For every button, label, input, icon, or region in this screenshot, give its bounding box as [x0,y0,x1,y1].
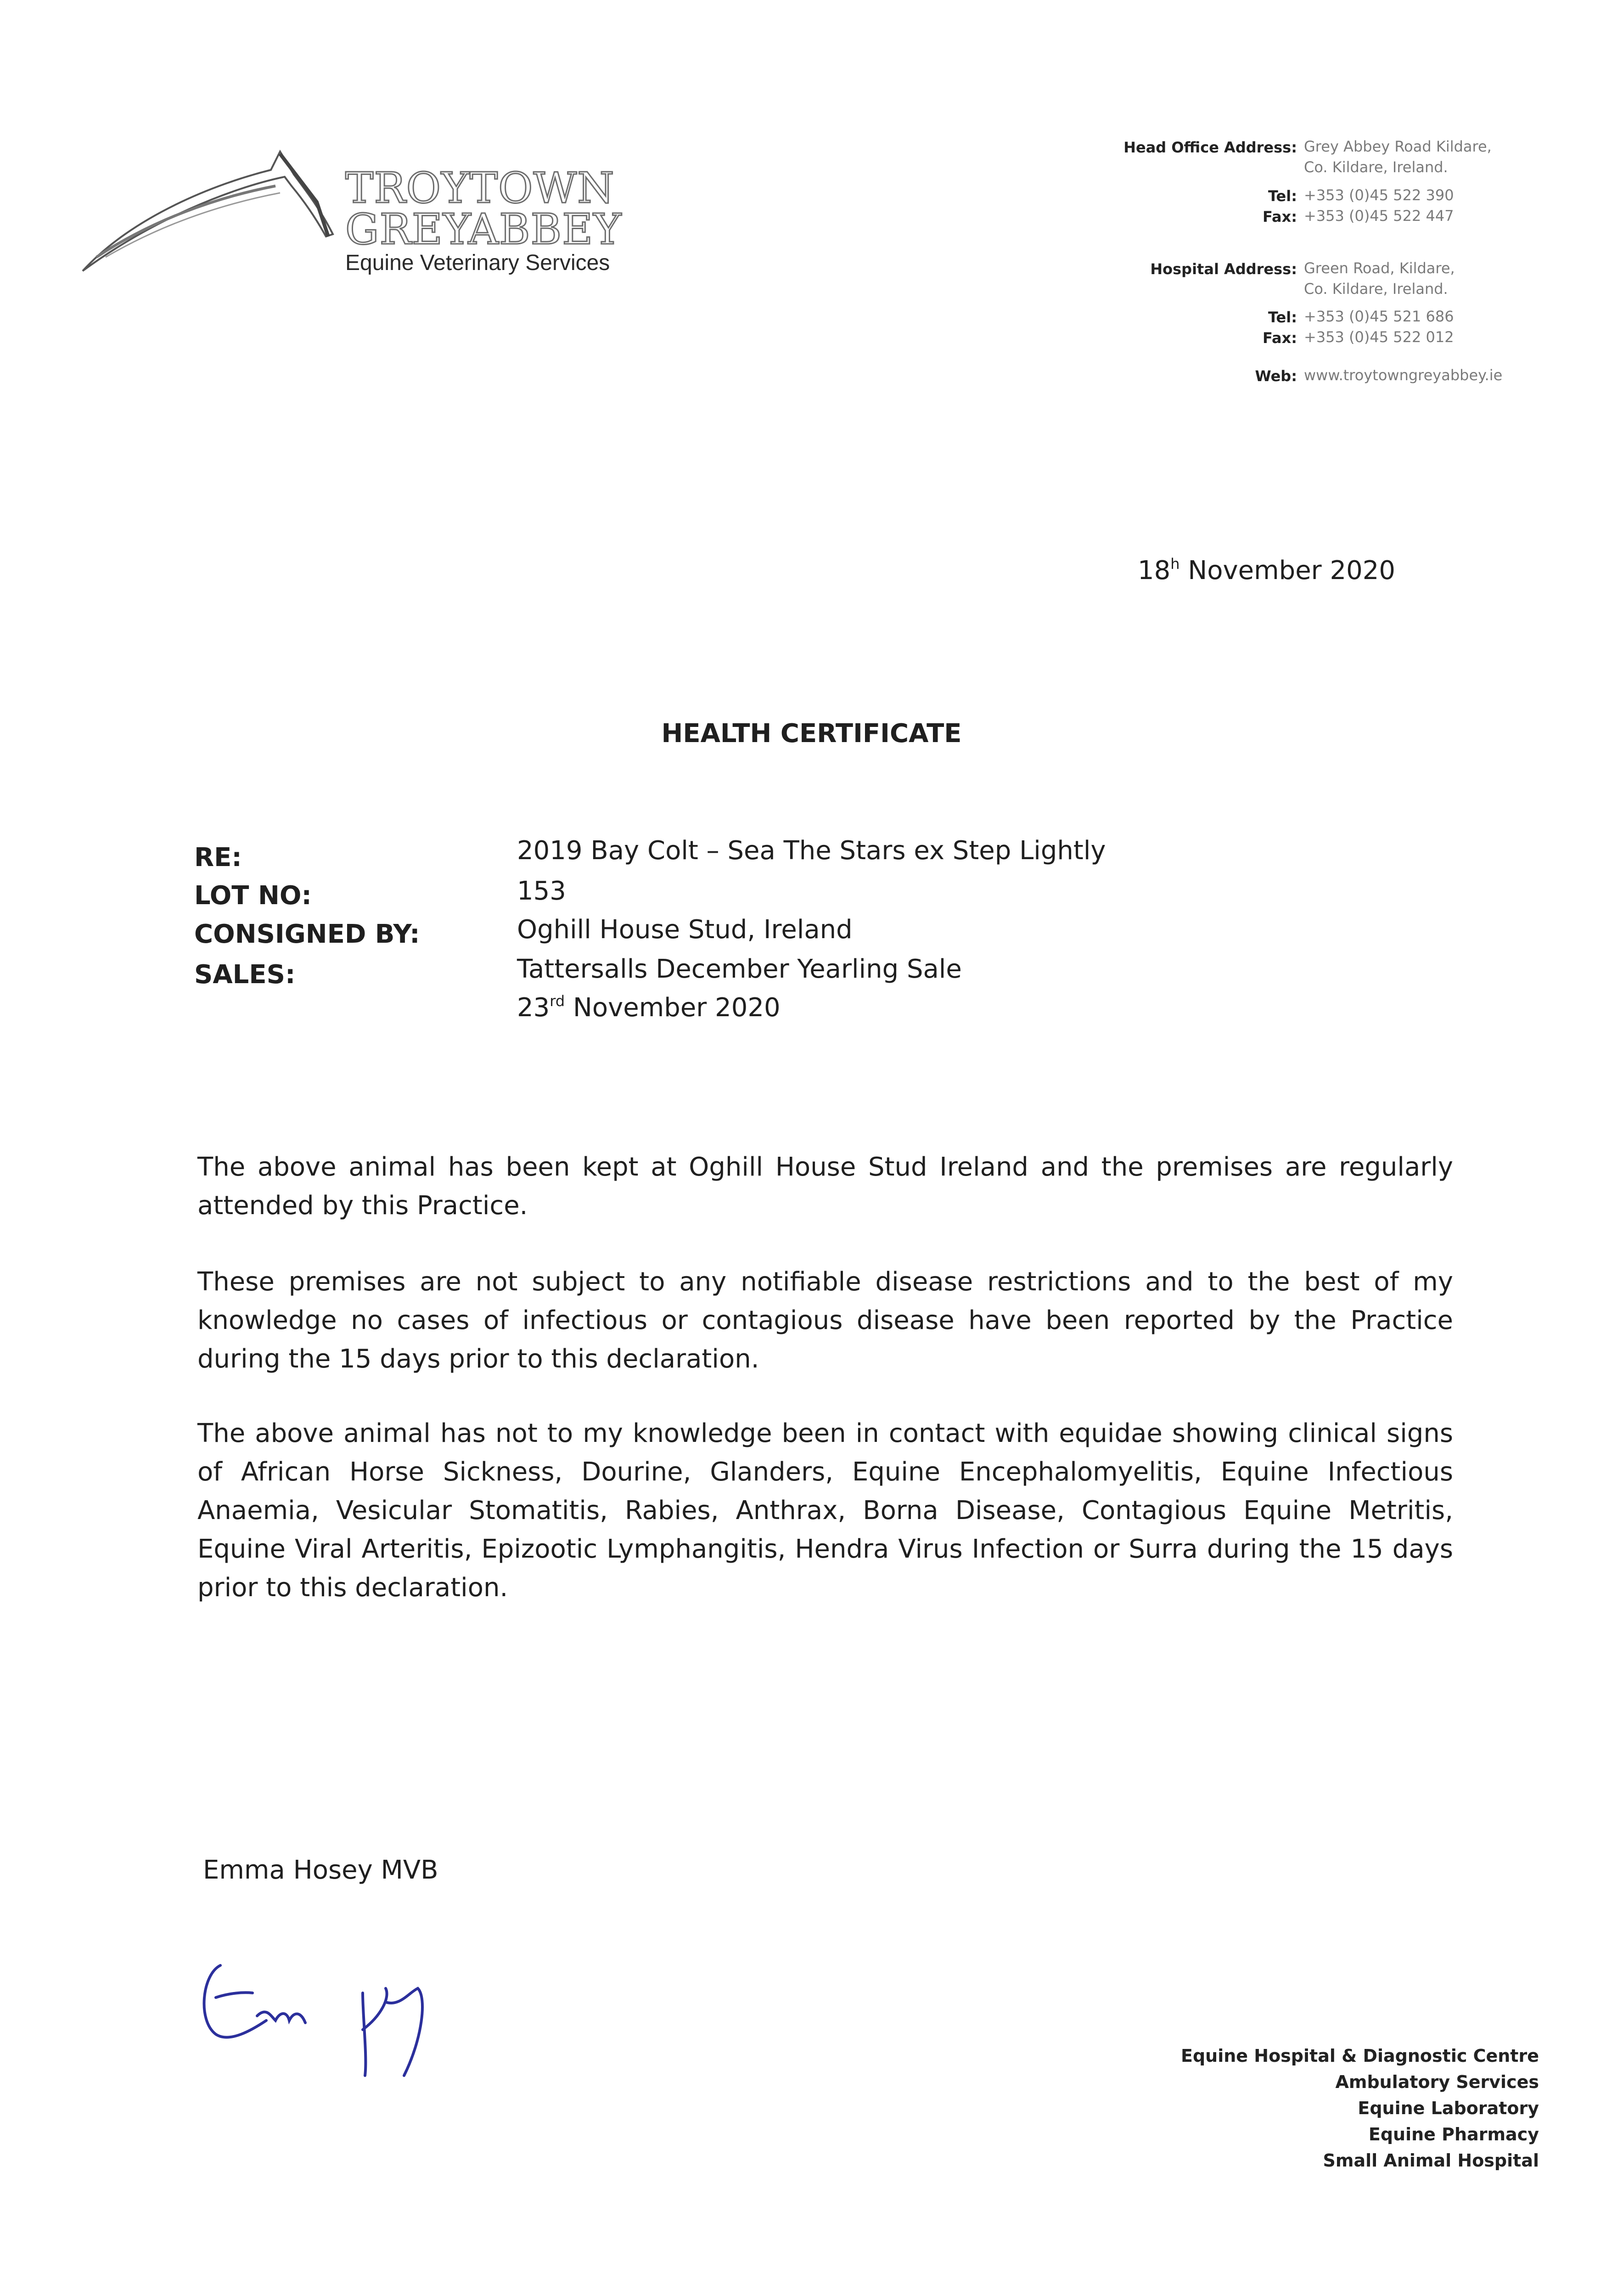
lot-label: LOT NO: [194,881,312,911]
hospital-tel-label: Tel: [1268,309,1297,326]
footer-service-pharmacy: Equine Pharmacy [1368,2124,1539,2144]
letter-date [1138,556,1395,585]
sale-date-day: 23 [517,993,550,1023]
sale-date-rest: November 2020 [565,993,781,1023]
date-rest: November 2020 [1179,556,1395,585]
consigned-value: Oghill House Stud, Ireland [517,915,853,945]
head-office-fax: +353 (0)45 522 447 [1304,207,1454,225]
footer-service-hospital: Equine Hospital & Diagnostic Centre [1180,2046,1539,2066]
hospital-tel: +353 (0)45 521 686 [1304,308,1454,325]
sale-date [517,993,781,1023]
web-address: www.troytowngreyabbey.ie [1304,366,1503,384]
re-label: RE: [194,843,242,872]
hospital-address-line2: Co. Kildare, Ireland. [1304,280,1448,298]
paragraph-premises: The above animal has been kept at Oghill House Stud Ireland and the premises are regularly attended by this Practice. [197,1152,1453,1221]
signer-name: Emma Hosey MVB [203,1855,438,1885]
hospital-fax-label: Fax: [1262,329,1297,347]
page-title: HEALTH CERTIFICATE [661,719,962,748]
lot-value: 153 [517,876,566,906]
head-office-tel: +353 (0)45 522 390 [1304,186,1454,204]
hospital-address-line1: Green Road, Kildare, [1304,259,1455,277]
hospital-address-label: Hospital Address: [1150,260,1297,278]
logo-wordmark-line2: GREYABBEY [345,205,622,254]
head-office-line2: Co. Kildare, Ireland. [1304,158,1448,176]
head-office-fax-label: Fax: [1262,208,1297,225]
footer-service-ambulatory: Ambulatory Services [1335,2072,1539,2092]
sale-date-suffix: rd [550,992,565,1010]
head-office-tel-label: Tel: [1268,187,1297,205]
date-suffix: h [1170,555,1180,573]
logo-wordmark-line1: TROYTOWN [345,163,615,213]
paragraph-contact-declaration: The above animal has not to my knowledge been in contact with equidae showing clinical signs of African Horse Sickness, Dourine, Glanders, Equine Encephalomyelitis, Equine Infectious Anaemia, Vesicular Stomatitis, Rabies, Anthrax, Borna Disease, Contagious Equine Metritis, Equine Viral Arteritis, Epizootic Lymphangitis, Hendra Virus Infection or Surra during the 15 days prior to this declaration. [197,1418,1453,1603]
logo-swoosh-graphic [78,142,335,280]
footer-service-laboratory: Equine Laboratory [1358,2098,1539,2118]
re-value: 2019 Bay Colt – Sea The Stars ex Step Lightly [517,836,1106,866]
logo-tagline: Equine Veterinary Services [345,251,610,275]
date-day: 18 [1138,556,1171,585]
footer-service-small-animal: Small Animal Hospital [1323,2150,1539,2171]
consigned-label: CONSIGNED BY: [194,919,420,949]
hospital-fax: +353 (0)45 522 012 [1304,328,1454,346]
paragraph-restrictions: These premises are not subject to any notifiable disease restrictions and to the best of my knowledge no cases of infectious or contagious disease have been reported by the Practice during the 15 days prior to this declaration. [197,1267,1453,1374]
sales-label: SALES: [194,960,296,990]
handwritten-signature [188,1938,464,2089]
head-office-line1: Grey Abbey Road Kildare, [1304,138,1492,155]
web-label: Web: [1255,367,1297,385]
sales-value: Tattersalls December Yearling Sale [517,954,962,984]
head-office-label: Head Office Address: [1123,139,1297,156]
